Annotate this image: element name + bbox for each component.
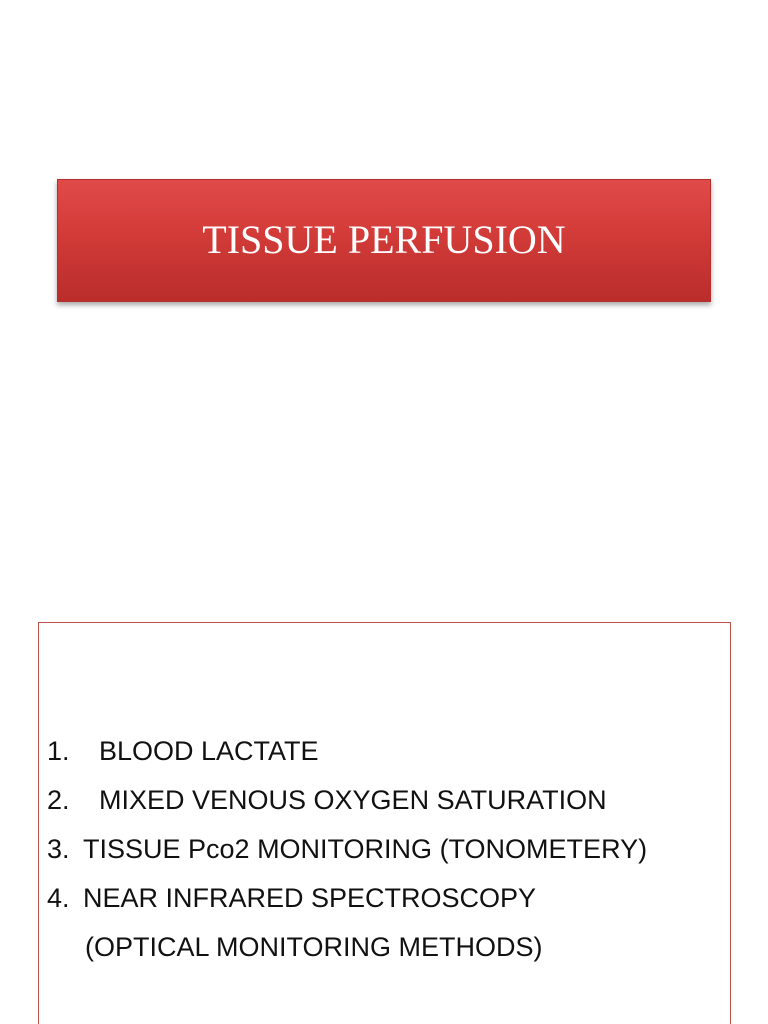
list-text: NEAR INFRARED SPECTROSCOPY	[83, 883, 537, 913]
list-number: 4.	[47, 883, 70, 913]
list-text: TISSUE Pco2 MONITORING (TONOMETERY)	[83, 834, 648, 864]
list-text: BLOOD LACTATE	[99, 736, 319, 766]
list-item	[47, 825, 647, 874]
slide-title: TISSUE PERFUSION	[202, 217, 566, 262]
title-banner	[57, 179, 711, 302]
list-number: 1.	[47, 736, 70, 766]
list-number: 2.	[47, 785, 70, 815]
list-continuation: (OPTICAL MONITORING METHODS)	[85, 932, 543, 962]
content-box	[38, 622, 731, 1024]
list-item	[47, 776, 647, 825]
list-item	[47, 874, 647, 923]
list-number: 3.	[47, 834, 70, 864]
list-item	[47, 727, 647, 776]
methods-list	[47, 727, 647, 972]
list-text: MIXED VENOUS OXYGEN SATURATION	[99, 785, 607, 815]
